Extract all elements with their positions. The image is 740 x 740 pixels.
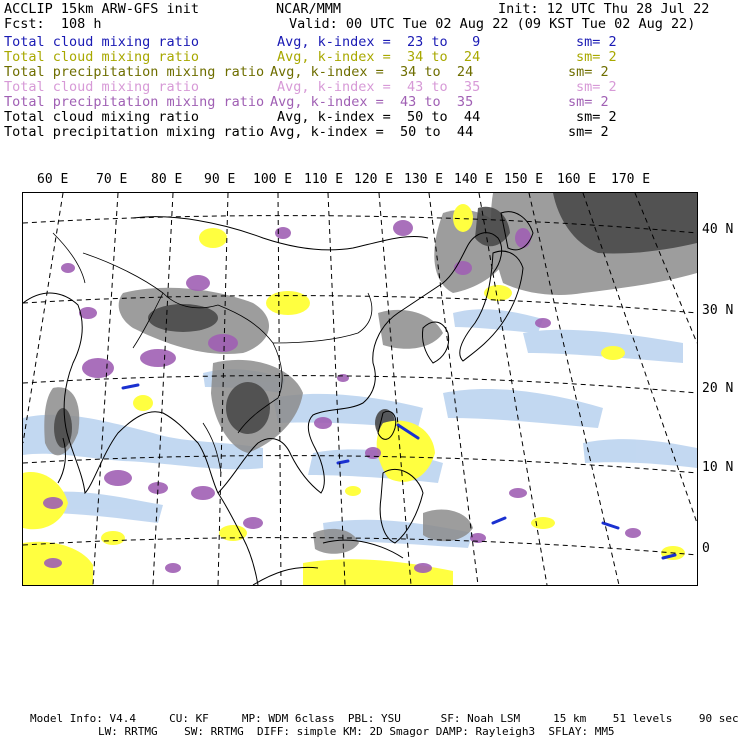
org-label: NCAR/MMM (276, 1, 342, 17)
legend-field: Total cloud mixing ratio (4, 49, 200, 65)
legend-range: Avg, k-index = 43 to 35 (277, 79, 481, 95)
lon-label: 110 E (304, 172, 344, 187)
lon-label: 90 E (204, 172, 236, 187)
legend-field: Total cloud mixing ratio (4, 79, 200, 95)
legend-range: Avg, k-index = 34 to 24 (270, 64, 474, 80)
legend-sm: sm= 2 (568, 94, 609, 110)
lat-label: 0 (702, 541, 710, 556)
lon-label: 80 E (151, 172, 183, 187)
lon-label: 150 E (504, 172, 544, 187)
lon-label: 100 E (253, 172, 293, 187)
legend-sm: sm= 2 (576, 34, 617, 50)
lon-label: 160 E (557, 172, 597, 187)
lon-label: 140 E (454, 172, 494, 187)
map-canvas (23, 193, 697, 585)
legend-range: Avg, k-index = 50 to 44 (270, 124, 474, 140)
legend-sm: sm= 2 (576, 49, 617, 65)
lat-label: 40 N (702, 222, 734, 237)
valid-time: Valid: 00 UTC Tue 02 Aug 22 (09 KST Tue 02 Aug 22) (289, 16, 696, 32)
forecast-hour: Fcst: 108 h (4, 16, 102, 32)
legend-range: Avg, k-index = 43 to 35 (270, 94, 474, 110)
model-title: ACCLIP 15km ARW-GFS init (4, 1, 200, 17)
legend-field: Total precipitation mixing ratio (4, 94, 265, 110)
legend-sm: sm= 2 (568, 64, 609, 80)
init-time: Init: 12 UTC Thu 28 Jul 22 (498, 1, 710, 17)
legend-field: Total precipitation mixing ratio (4, 64, 265, 80)
legend-field: Total cloud mixing ratio (4, 109, 200, 125)
legend-sm: sm= 2 (576, 109, 617, 125)
legend-sm: sm= 2 (576, 79, 617, 95)
lat-label: 20 N (702, 381, 734, 396)
lon-label: 170 E (611, 172, 651, 187)
legend-range: Avg, k-index = 34 to 24 (277, 49, 481, 65)
legend-field: Total precipitation mixing ratio (4, 124, 265, 140)
legend-field: Total cloud mixing ratio (4, 34, 200, 50)
legend-sm: sm= 2 (568, 124, 609, 140)
lon-label: 60 E (37, 172, 69, 187)
model-info-line2: LW: RRTMG SW: RRTMG DIFF: simple KM: 2D Smagor DAMP: Rayleigh3 SFLAY: MM5 (98, 725, 615, 738)
lon-label: 120 E (354, 172, 394, 187)
legend-range: Avg, k-index = 50 to 44 (277, 109, 481, 125)
forecast-map (22, 192, 698, 586)
legend-range: Avg, k-index = 23 to 9 (277, 34, 481, 50)
low-cloud-field (23, 309, 697, 548)
lat-label: 30 N (702, 303, 734, 318)
lat-label: 10 N (702, 460, 734, 475)
model-info-line1: Model Info: V4.4 CU: KF MP: WDM 6class PBL: YSU SF: Noah LSM 15 km 51 levels 90 sec (30, 712, 739, 725)
lon-label: 70 E (96, 172, 128, 187)
lon-label: 130 E (404, 172, 444, 187)
